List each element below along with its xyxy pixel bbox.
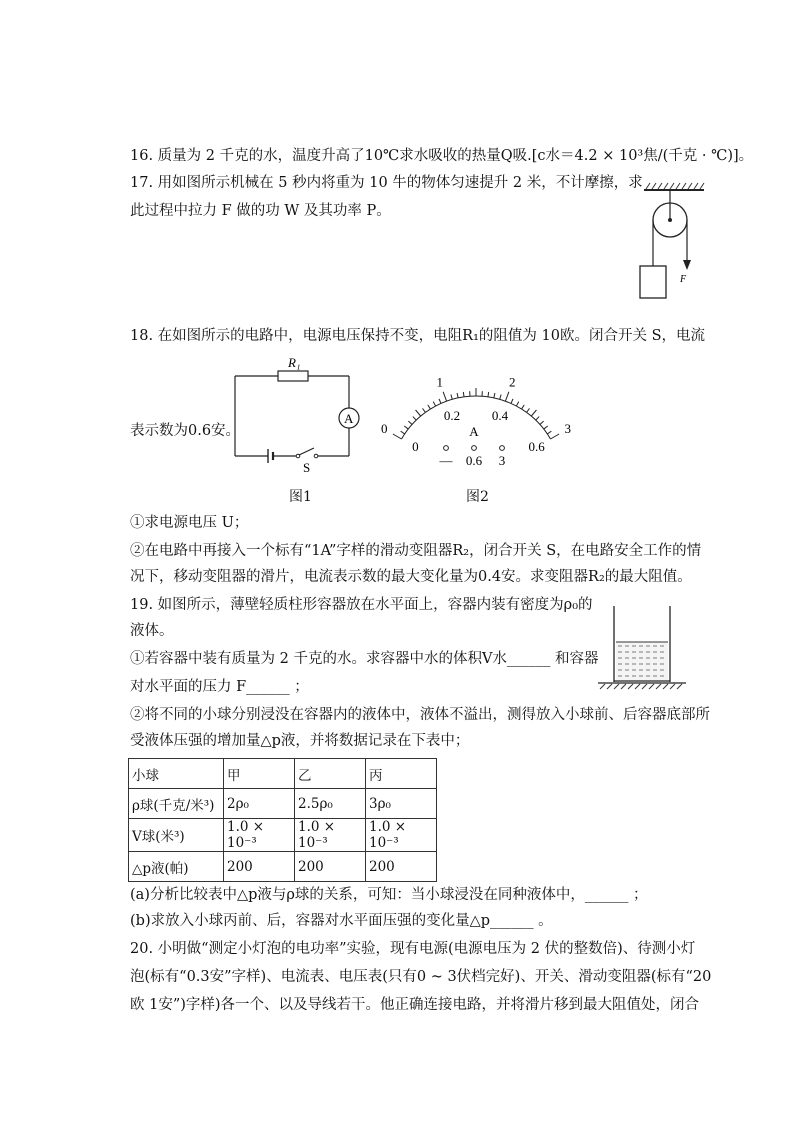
dial-tick <box>404 426 408 429</box>
terminal-circle <box>472 446 477 451</box>
dial-tick <box>522 405 525 409</box>
table-header: 丙 <box>366 759 437 789</box>
dial-tick <box>433 402 435 406</box>
table-row <box>129 789 437 819</box>
figure1-caption: 图1 <box>289 489 312 505</box>
table-cell: 1.0 × 10⁻³ <box>366 819 437 852</box>
table-cell: 2ρ₀ <box>224 789 295 819</box>
q18-sub2-line2: 况下，移动变阻器的滑片，电流表示数的最大变化量为0.4安。求变阻器R₂的最大阻值。 <box>130 569 692 585</box>
table-cell: 2.5ρ₀ <box>295 789 366 819</box>
dial-tick <box>401 431 405 434</box>
table-cell: 200 <box>295 852 366 882</box>
dial-tick <box>463 392 464 397</box>
dial-tick <box>536 417 539 421</box>
q20-line3: 欧 1安”)字样)各一个、以及导线若干。他正确连接电路，并将滑片移到最大阻值处，闭合 <box>130 997 700 1013</box>
dial-tick <box>416 410 421 416</box>
q20-line1: 20. 小明做“测定小灯泡的电功率”实验，现有电源(电源电压为 2 伏的整数倍)、待测小灯 <box>130 941 696 957</box>
dial-tick <box>457 393 458 398</box>
table-cell: 200 <box>366 852 437 882</box>
table-cell: V球(米³) <box>129 819 224 852</box>
dial-tick <box>451 395 452 400</box>
table-cell: △p液(帕) <box>129 852 224 882</box>
q17-line2: 此过程中拉力 F 做的功 W 及其功率 P。 <box>130 203 391 219</box>
table-cell: 1.0 × 10⁻³ <box>295 819 366 852</box>
resistor-label: R₁ <box>288 355 301 370</box>
dial-tick <box>547 431 551 434</box>
container-figure <box>596 604 688 690</box>
dial-tick <box>500 395 501 400</box>
ammeter-label: A <box>344 411 354 426</box>
inner-scale-label: 0.4 <box>491 408 509 424</box>
inner-scale-label: 0.6 <box>528 439 545 454</box>
q18-sub1: ①求电源电压 U； <box>130 515 249 531</box>
pulley-figure <box>640 178 710 302</box>
q18-line2: 表示数为0.6安。 <box>130 423 241 439</box>
dial-tick <box>443 392 446 401</box>
table-header: 乙 <box>295 759 366 789</box>
inner-scale-label: 0 <box>412 439 419 454</box>
table-row <box>129 819 437 852</box>
terminal-label: — <box>439 453 453 468</box>
table-cell: 1.0 × 10⁻³ <box>224 819 295 852</box>
q19-sub1-line1: ①若容器中装有质量为 2 千克的水。求容器中水的体积V水______ 和容器 <box>130 651 599 667</box>
q19-sub2-line2: 受液体压强的增加量△p液，并将数据记录在下表中； <box>130 733 470 749</box>
meter-label: A <box>469 424 479 439</box>
dial-tick <box>439 399 441 404</box>
table-header: 小球 <box>129 759 224 789</box>
q18-line1: 18. 在如图所示的电路中，电源电压保持不变，电阻R₁的阻值为 10欧。闭合开关 S，电流 <box>130 328 705 344</box>
q20-line2: 泡(标有“0.3安”字样)、电流表、电压表(只有0 ~ 3伏档完好)、开关、滑动变阻器(标有“20 <box>130 969 712 985</box>
dial-tick <box>393 434 402 439</box>
dial-tick <box>527 408 530 412</box>
q16-text: 16. 质量为 2 千克的水，温度升高了10℃求水吸收的热量Q吸.[c水＝4.2 × 10³焦/(千克 · ℃)]。 <box>130 148 754 164</box>
ammeter-dial <box>380 352 570 472</box>
circuit-diagram <box>228 350 358 475</box>
dial-tick <box>511 399 513 404</box>
outer-scale-label: 3 <box>564 421 572 436</box>
dial-tick <box>428 405 431 409</box>
q19-sub1-line2: 对水平面的压力 F______ ； <box>130 679 309 695</box>
terminal-label: 3 <box>498 453 506 468</box>
table-header: 甲 <box>224 759 295 789</box>
q19-line2: 液体。 <box>130 623 174 639</box>
outer-scale-label: 1 <box>436 374 443 390</box>
inner-scale-label: 0.2 <box>443 408 461 424</box>
q19-part-a: (a)分析比较表中△p液与ρ球的关系，可知：当小球浸没在同种液体中，______ ； <box>130 887 648 903</box>
dial-tick <box>413 417 416 421</box>
terminal-circle <box>444 446 449 451</box>
terminal-label: 0.6 <box>465 453 483 468</box>
q19-part-b: (b)求放入小球丙前、后，容器对水平面压强的变化量△p______ 。 <box>130 913 553 929</box>
terminal-circle <box>500 446 505 451</box>
dial-tick <box>408 421 412 424</box>
dial-tick <box>540 421 544 424</box>
outer-scale-label: 0 <box>380 421 388 436</box>
figure2-caption: 图2 <box>466 489 489 505</box>
dial-tick <box>423 408 426 412</box>
table-cell: ρ球(千克/米³) <box>129 789 224 819</box>
force-label: F <box>680 274 687 285</box>
table-cell: 200 <box>224 852 295 882</box>
q19-sub2-line1: ②将不同的小球分别浸没在容器内的液体中，液体不溢出，测得放入小球前、后容器底部所 <box>130 707 710 723</box>
table-cell: 3ρ₀ <box>366 789 437 819</box>
dial-tick <box>516 402 518 406</box>
dial-tick <box>531 410 536 416</box>
table-header-row <box>129 759 437 789</box>
dial-tick <box>494 393 495 398</box>
q19-line1: 19. 如图所示，薄壁轻质柱形容器放在水平面上，容器内装有密度为ρ₀的 <box>130 597 593 613</box>
table-row <box>129 852 437 882</box>
dial-tick <box>544 426 548 429</box>
outer-scale-label: 2 <box>509 374 516 390</box>
q18-sub2-line1: ②在电路中再接入一个标有“1A”字样的滑动变阻器R₂，闭合开关 S，在电路安全工作的情 <box>130 543 702 559</box>
switch-label: S <box>303 460 311 475</box>
dial-tick <box>488 392 489 397</box>
dial-tick <box>505 392 508 401</box>
q17-line1: 17. 用如图所示机械在 5 秒内将重为 10 牛的物体匀速提升 2 米，不计摩擦，求 <box>130 175 643 191</box>
dial-tick <box>550 434 559 439</box>
ball-data-table <box>128 758 437 882</box>
